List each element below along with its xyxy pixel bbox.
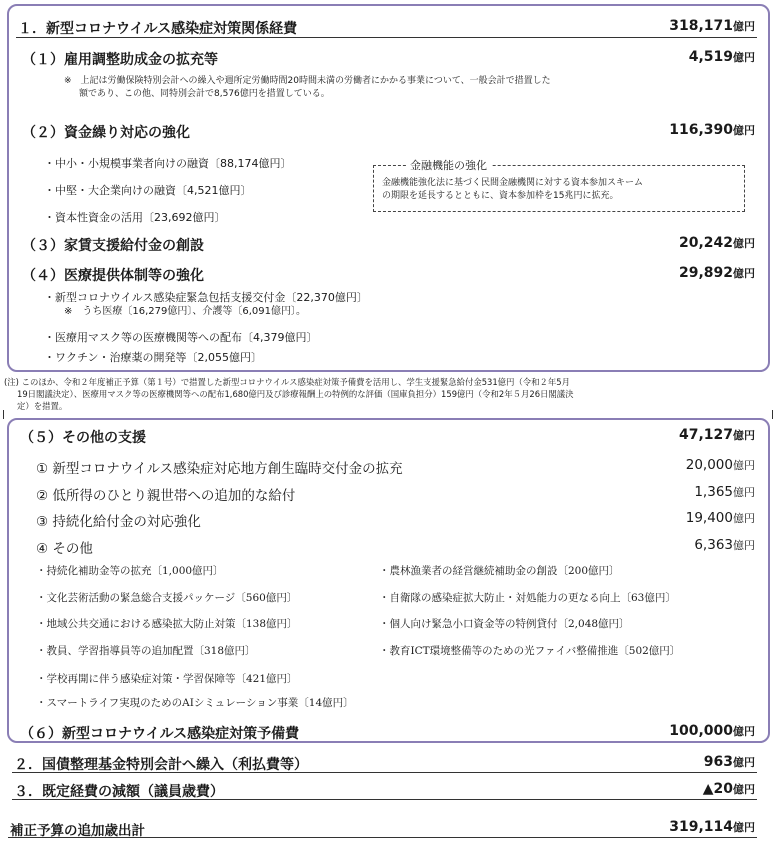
item5-amount: 47,127億円 bbox=[678, 427, 755, 443]
item1-note-line2: 額であり、この他、同特別会計で8,576億円を措置している。 bbox=[79, 89, 330, 99]
item6-amount: 100,000億円 bbox=[669, 723, 755, 739]
sub1-label: ① 新型コロナウイルス感染症対応地方創生臨時交付金の拡充 bbox=[36, 461, 403, 477]
crop-mark-right bbox=[772, 410, 773, 419]
callout-title: 金融機能の強化 bbox=[406, 157, 491, 173]
section1-title: １．新型コロナウイルス感染症対策関係経費 bbox=[18, 21, 298, 37]
item1-label: （１）雇用調整助成金の拡充等 bbox=[22, 52, 218, 68]
other-r2: ・自衛隊の感染症拡大防止・対処能力の更なる向上〔63億円〕 bbox=[379, 592, 676, 604]
item4-label: （４）医療提供体制等の強化 bbox=[22, 268, 204, 284]
footnote-line3: 定）を措置。 bbox=[17, 401, 68, 411]
item2-label: （２）資金繰り対応の強化 bbox=[22, 125, 190, 141]
footnote-line2: 19日閣議決定）、医療用マスク等の医療機関等への配布1,680億円及び診療報酬上の特例的な評価（国庫負担分）159億円（令和2年５月26日閣議決 bbox=[17, 389, 574, 399]
item1-amount: 4,519億円 bbox=[688, 49, 755, 65]
crop-mark-left bbox=[3, 410, 4, 419]
callout-line1: 金融機能強化法に基づく民間金融機関に対する資本参加スキーム bbox=[382, 178, 644, 188]
footnote-line1: (注) このほか、令和２年度補正予算（第１号）で措置した新型コロナウイルス感染症対策予備費を活用し、学生支援緊急給付金531億円（令和２年5月 bbox=[4, 377, 571, 387]
item2-bullet2: ・中堅・大企業向けの融資〔4,521億円〕 bbox=[44, 184, 252, 197]
section1-amount: 318,171億円 bbox=[669, 18, 755, 34]
section2-amount: 963億円 bbox=[703, 754, 755, 770]
sub2-label: ② 低所得のひとり親世帯への追加的な給付 bbox=[36, 488, 296, 504]
sub3-label: ③ 持続化給付金の対応強化 bbox=[36, 514, 201, 530]
other-l1: ・持続化補助金等の拡充〔1,000億円〕 bbox=[36, 565, 224, 577]
callout-line2: の期限を延長するとともに、資本参加枠を15兆円に拡充。 bbox=[382, 191, 619, 201]
item2-bullet1: ・中小・小規模事業者向けの融資〔88,174億円〕 bbox=[44, 157, 292, 170]
item4-amount: 29,892億円 bbox=[678, 265, 755, 281]
item6-label: （６）新型コロナウイルス感染症対策予備費 bbox=[20, 726, 300, 742]
total-label: 補正予算の追加歳出計 bbox=[10, 823, 145, 839]
sub3-amount: 19,400億円 bbox=[685, 510, 755, 526]
sub1-amount: 20,000億円 bbox=[685, 457, 755, 473]
item4-bullet3: ・ワクチン・治療薬の開発等〔2,055億円〕 bbox=[44, 351, 262, 364]
total-amount: 319,114億円 bbox=[669, 819, 755, 835]
section2-rule bbox=[12, 772, 757, 773]
sub4-label: ④ その他 bbox=[36, 541, 93, 557]
item1-note-line1: ※ 上記は労働保険特別会計への繰入や週所定労働時間20時間未満の労働者にかかる事業について、一般会計で措置した bbox=[64, 76, 551, 86]
section2-label: ２．国債整理基金特別会計へ繰入（利払費等） bbox=[14, 757, 308, 773]
other-r3: ・個人向け緊急小口資金等の特例貸付〔2,048億円〕 bbox=[379, 618, 630, 630]
section1-rule bbox=[16, 37, 757, 38]
other-l2: ・文化芸術活動の緊急総合支援パッケージ〔560億円〕 bbox=[36, 592, 298, 604]
item2-amount: 116,390億円 bbox=[669, 122, 755, 138]
sub2-amount: 1,365億円 bbox=[694, 484, 755, 500]
other-l5: ・学校再開に伴う感染症対策・学習保障等〔421億円〕 bbox=[36, 673, 298, 685]
item2-bullet3: ・資本性資金の活用〔23,692億円〕 bbox=[44, 211, 226, 224]
item4-bullet1: ・新型コロナウイルス感染症緊急包括支援交付金〔22,370億円〕 bbox=[44, 291, 368, 304]
item3-label: （３）家賃支援給付金の創設 bbox=[22, 238, 204, 254]
section3-label: ３．既定経費の減額（議員歳費） bbox=[14, 784, 224, 800]
item5-label: （５）その他の支援 bbox=[20, 430, 146, 446]
total-rule bbox=[8, 837, 757, 838]
section3-rule bbox=[12, 799, 757, 800]
item4-bullet1-note: ※ うち医療〔16,279億円〕、介護等〔6,091億円〕。 bbox=[64, 306, 306, 317]
other-l3: ・地域公共交通における感染拡大防止対策〔138億円〕 bbox=[36, 618, 298, 630]
section3-amount: ▲20億円 bbox=[702, 781, 755, 797]
other-l6: ・スマートライフ実現のためのAIシミュレーション事業〔14億円〕 bbox=[36, 697, 354, 709]
sub4-amount: 6,363億円 bbox=[694, 537, 755, 553]
item4-bullet2: ・医療用マスク等の医療機関等への配布〔4,379億円〕 bbox=[44, 331, 318, 344]
other-l4: ・教員、学習指導員等の追加配置〔318億円〕 bbox=[36, 645, 256, 657]
item3-amount: 20,242億円 bbox=[678, 235, 755, 251]
other-r1: ・農林漁業者の経営継続補助金の創設〔200億円〕 bbox=[379, 565, 620, 577]
other-r4: ・教育ICT環境整備等のための光ファイバ整備推進〔502億円〕 bbox=[379, 645, 681, 657]
